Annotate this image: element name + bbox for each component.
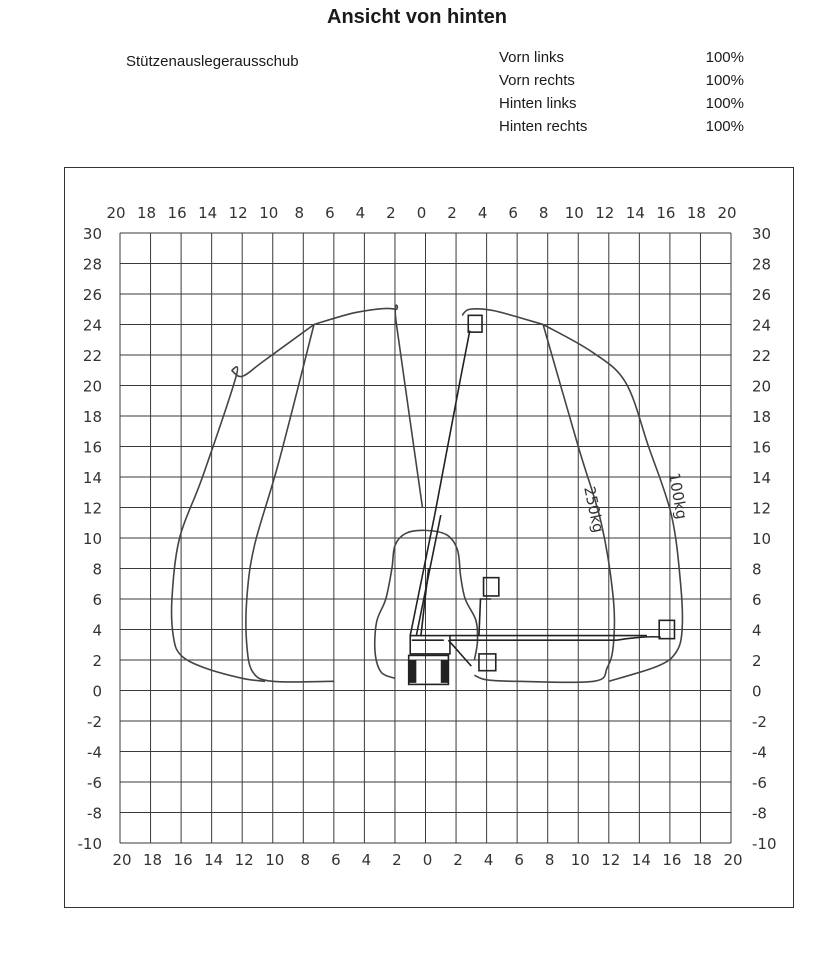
x-tick-label-top: 4 bbox=[355, 204, 366, 222]
envelope-100kg-outer-left bbox=[172, 367, 266, 682]
x-tick-label-top: 20 bbox=[106, 204, 126, 222]
x-tick-label-top: 6 bbox=[325, 204, 335, 222]
y-tick-label-left: 14 bbox=[82, 469, 102, 487]
y-tick-label-left: 10 bbox=[82, 530, 102, 548]
x-tick-label-top: 8 bbox=[294, 204, 305, 222]
outrigger-row-value: 100% bbox=[705, 72, 744, 89]
x-tick-label-bottom: 18 bbox=[692, 851, 712, 869]
y-tick-label-left: 30 bbox=[82, 225, 102, 243]
y-tick-label-right: 24 bbox=[752, 316, 772, 335]
x-tick-label-top: 20 bbox=[717, 204, 737, 222]
x-tick-label-bottom: 6 bbox=[331, 851, 341, 869]
y-tick-label-left: 8 bbox=[92, 560, 102, 579]
outrigger-row-name: Hinten rechts bbox=[499, 118, 588, 135]
turntable-base bbox=[410, 636, 450, 654]
x-tick-label-bottom: 18 bbox=[143, 851, 163, 869]
y-tick-label-right: 30 bbox=[752, 225, 772, 243]
boom-up-top bbox=[461, 331, 470, 378]
boom-jib bbox=[616, 637, 660, 640]
outrigger-row-value: 100% bbox=[705, 95, 744, 112]
grid bbox=[120, 233, 731, 843]
axis-ticks bbox=[78, 204, 777, 869]
y-tick-label-right: -4 bbox=[752, 743, 767, 762]
y-tick-label-right: 18 bbox=[752, 408, 772, 426]
x-tick-label-top: 14 bbox=[625, 204, 645, 222]
x-tick-label-bottom: 10 bbox=[265, 851, 285, 869]
y-tick-label-left: 18 bbox=[82, 408, 102, 426]
y-tick-label-left: 16 bbox=[82, 438, 102, 457]
y-tick-label-right: -2 bbox=[752, 713, 767, 731]
x-tick-label-bottom: 20 bbox=[723, 851, 743, 869]
basket-mid bbox=[484, 578, 499, 596]
y-tick-label-right: 12 bbox=[752, 499, 772, 518]
basket-top bbox=[468, 315, 482, 332]
x-tick-label-top: 16 bbox=[656, 204, 676, 222]
outrigger-extension-label: Stützenauslegerausschub bbox=[126, 53, 299, 70]
y-tick-label-left: 22 bbox=[82, 347, 102, 365]
y-tick-label-right: 20 bbox=[752, 377, 772, 396]
x-tick-label-top: 10 bbox=[564, 204, 584, 222]
basket-low bbox=[479, 654, 496, 671]
envelope-100kg-outer-right bbox=[543, 325, 682, 682]
x-tick-label-top: 18 bbox=[137, 204, 157, 222]
x-tick-label-bottom: 12 bbox=[601, 851, 621, 869]
envelope-100kg-right-top bbox=[462, 309, 543, 325]
y-tick-label-left: 28 bbox=[82, 255, 102, 274]
y-tick-label-left: 0 bbox=[92, 682, 102, 701]
x-tick-label-bottom: 0 bbox=[422, 851, 433, 869]
outrigger-row-value: 100% bbox=[705, 49, 744, 66]
x-tick-label-top: 12 bbox=[228, 204, 248, 222]
working-envelopes bbox=[172, 305, 683, 682]
outrigger-row-value: 100% bbox=[705, 118, 744, 135]
y-tick-label-right: 26 bbox=[752, 286, 772, 304]
wheel-right bbox=[441, 660, 449, 683]
x-tick-label-bottom: 4 bbox=[483, 851, 494, 869]
load-label: 100kg bbox=[664, 471, 691, 521]
y-tick-label-left: 4 bbox=[92, 621, 102, 640]
x-tick-label-bottom: 10 bbox=[570, 851, 590, 869]
y-tick-label-right: 4 bbox=[752, 621, 762, 640]
y-tick-label-left: 24 bbox=[82, 316, 102, 335]
y-tick-label-left: -8 bbox=[87, 804, 102, 823]
y-tick-label-left: 6 bbox=[92, 591, 102, 609]
x-tick-label-bottom: 8 bbox=[300, 851, 311, 869]
y-tick-label-right: 22 bbox=[752, 347, 772, 365]
y-tick-label-right: -10 bbox=[752, 835, 777, 853]
x-tick-label-bottom: 2 bbox=[392, 851, 402, 869]
y-tick-label-left: 2 bbox=[92, 652, 102, 670]
y-tick-label-right: 8 bbox=[752, 560, 762, 579]
y-tick-label-right: 6 bbox=[752, 591, 762, 609]
y-tick-label-left: -10 bbox=[77, 835, 102, 853]
outrigger-row-name: Hinten links bbox=[499, 95, 577, 112]
x-tick-label-top: 4 bbox=[477, 204, 488, 222]
x-tick-label-top: 2 bbox=[386, 204, 396, 222]
x-tick-label-bottom: 8 bbox=[544, 851, 555, 869]
x-tick-label-top: 10 bbox=[259, 204, 279, 222]
x-tick-label-bottom: 14 bbox=[631, 851, 651, 869]
load-label: 250kg bbox=[580, 484, 608, 535]
x-tick-label-bottom: 2 bbox=[453, 851, 463, 869]
x-tick-label-top: 16 bbox=[167, 204, 187, 222]
y-tick-label-left: -4 bbox=[87, 743, 102, 762]
y-tick-label-right: 0 bbox=[752, 682, 762, 701]
envelope-250kg-left bbox=[246, 325, 334, 683]
y-tick-label-right: 14 bbox=[752, 469, 772, 487]
y-tick-label-right: 10 bbox=[752, 530, 772, 548]
x-tick-label-bottom: 4 bbox=[361, 851, 372, 869]
x-tick-label-bottom: 6 bbox=[514, 851, 524, 869]
page-title: Ansicht von hinten bbox=[327, 6, 507, 28]
y-tick-label-left: 12 bbox=[82, 499, 102, 518]
x-tick-label-bottom: 20 bbox=[112, 851, 132, 869]
y-tick-label-left: -6 bbox=[87, 774, 102, 792]
x-tick-label-top: 18 bbox=[686, 204, 706, 222]
x-tick-label-top: 14 bbox=[198, 204, 218, 222]
x-tick-label-top: 2 bbox=[447, 204, 457, 222]
x-tick-label-top: 12 bbox=[595, 204, 615, 222]
outrigger-row-name: Vorn links bbox=[499, 49, 565, 66]
x-tick-label-bottom: 14 bbox=[204, 851, 224, 869]
boom-low-link bbox=[448, 640, 471, 666]
y-tick-label-left: 20 bbox=[82, 377, 102, 396]
boom-short-jib bbox=[479, 599, 491, 636]
x-tick-label-bottom: 16 bbox=[662, 851, 682, 869]
x-tick-label-top: 8 bbox=[538, 204, 549, 222]
x-tick-label-top: 0 bbox=[416, 204, 427, 222]
y-tick-label-right: 16 bbox=[752, 438, 772, 457]
outrigger-row-name: Vorn rechts bbox=[499, 72, 575, 89]
x-tick-label-top: 6 bbox=[508, 204, 518, 222]
y-tick-label-left: 26 bbox=[82, 286, 102, 304]
x-tick-label-bottom: 16 bbox=[173, 851, 193, 869]
x-tick-label-bottom: 12 bbox=[234, 851, 254, 869]
wheel-left bbox=[409, 660, 417, 683]
y-tick-label-right: 28 bbox=[752, 255, 772, 274]
y-tick-label-right: -6 bbox=[752, 774, 767, 792]
y-tick-label-right: -8 bbox=[752, 804, 767, 823]
y-tick-label-left: -2 bbox=[87, 713, 102, 731]
y-tick-label-right: 2 bbox=[752, 652, 762, 670]
